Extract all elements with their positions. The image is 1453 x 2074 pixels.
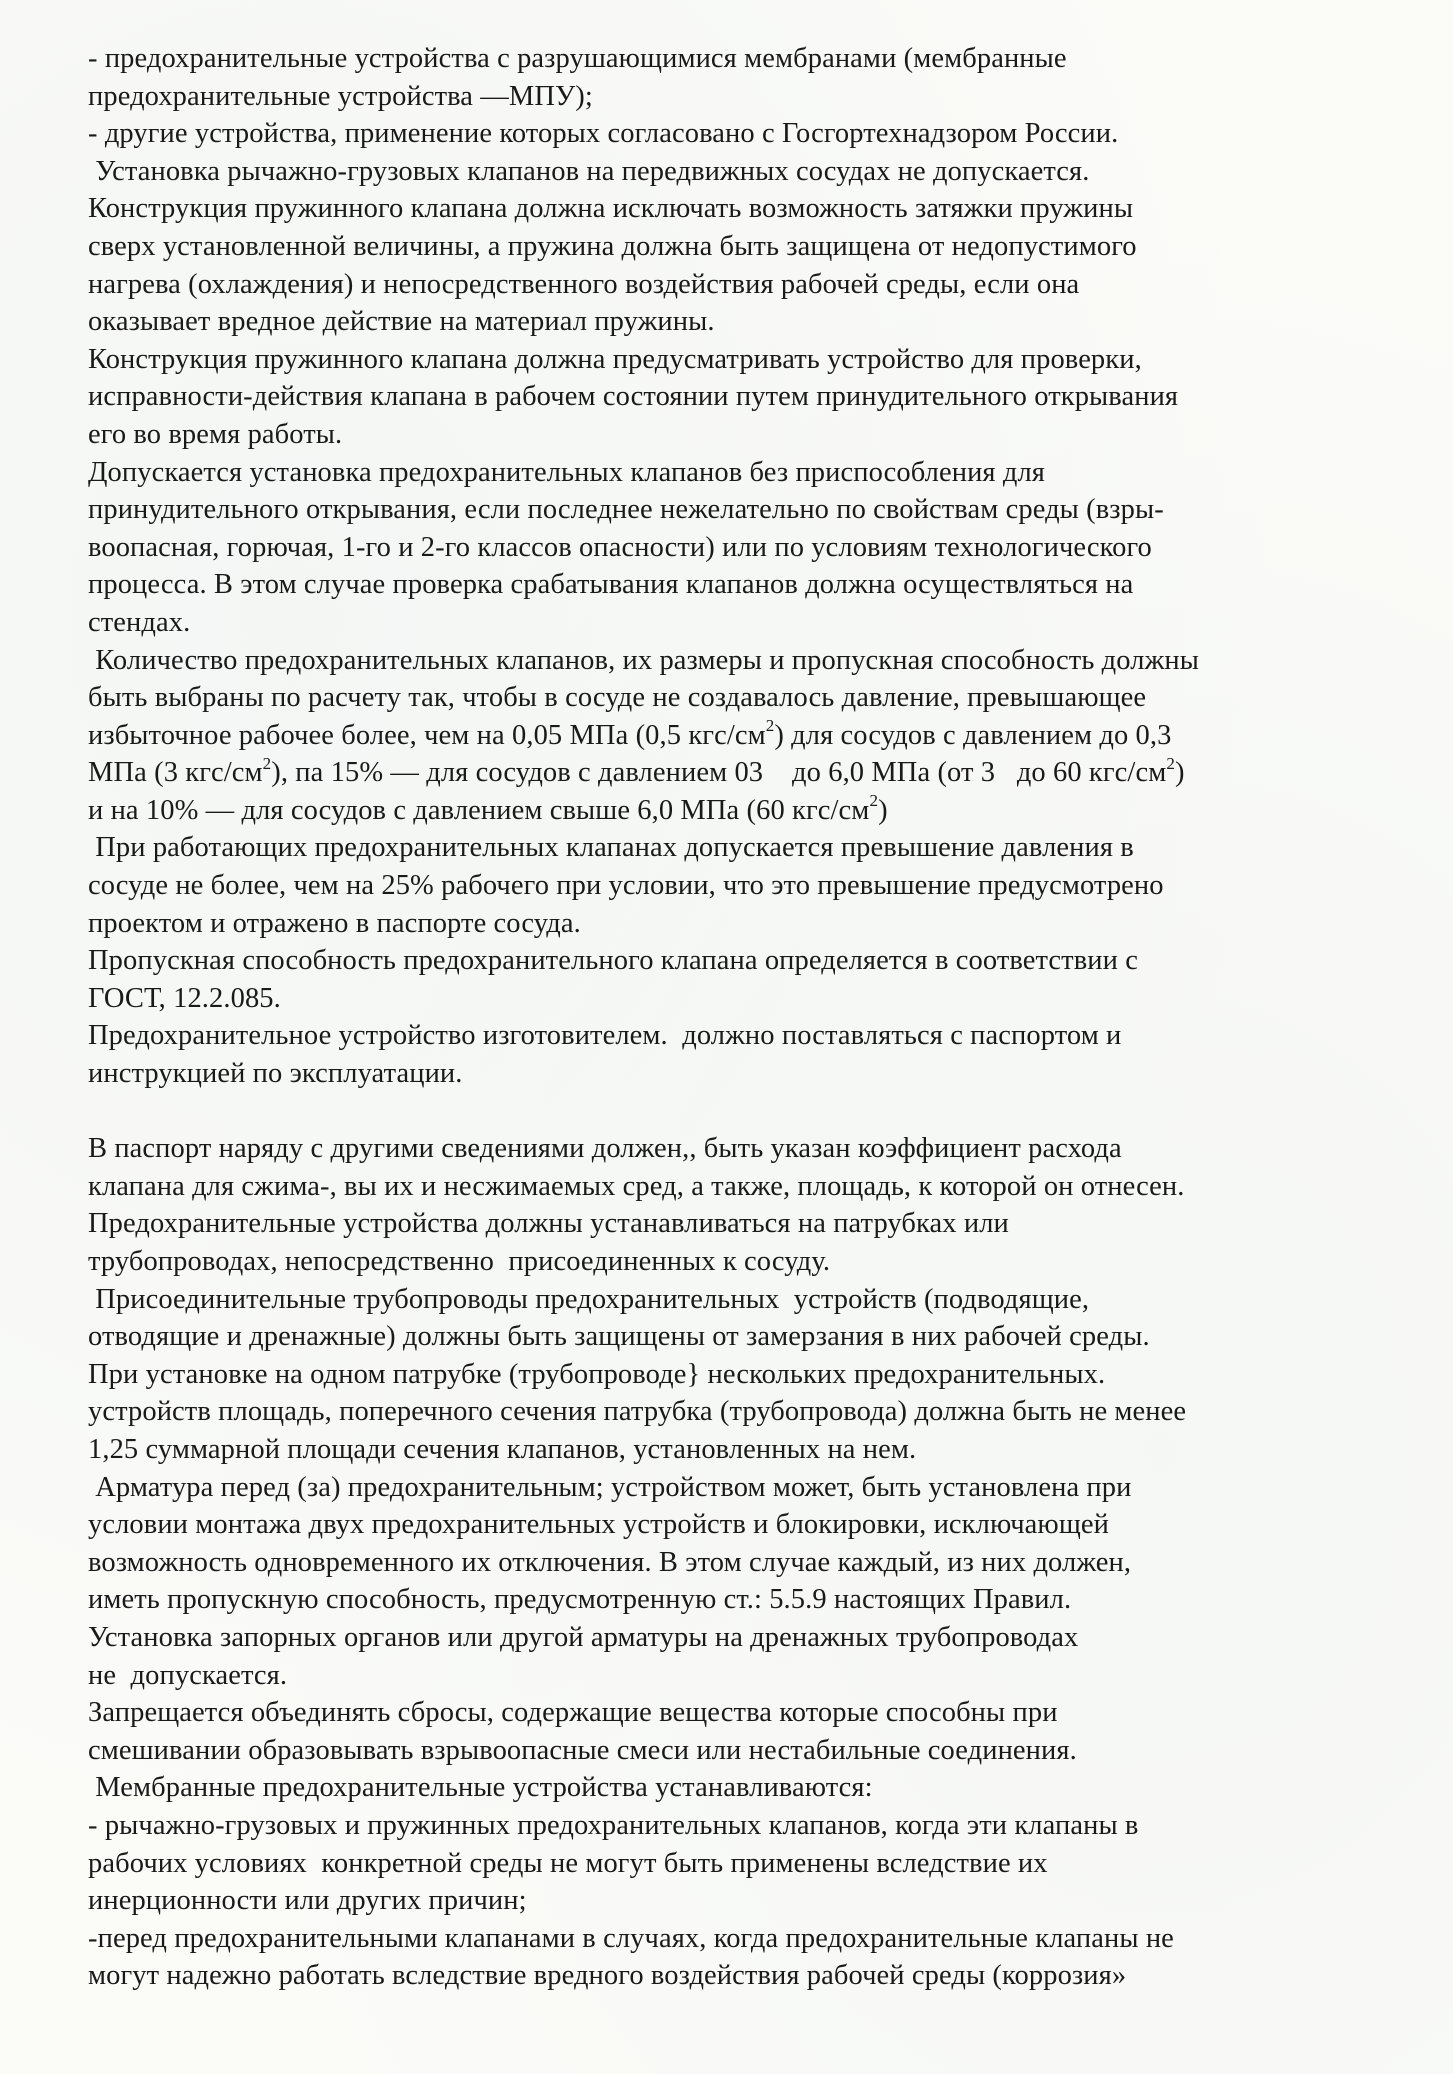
text-line bbox=[88, 642, 1408, 680]
text-line bbox=[88, 1657, 1408, 1695]
text-segment: сосуде не более, чем на 25% рабочего при условии, что это превышение предусмотрено bbox=[88, 870, 1164, 902]
text-line bbox=[88, 867, 1408, 905]
text-line bbox=[88, 829, 1408, 867]
text-segment: Количество предохранительных клапанов, их размеры и пропускная способность должны bbox=[88, 644, 1199, 676]
text-line bbox=[88, 378, 1408, 416]
text-segment: инструкцией по эксплуатации. bbox=[88, 1058, 463, 1090]
text-segment: - другие устройства, применение которых согласовано с Госгортехнадзором России. bbox=[88, 118, 1119, 150]
text-segment: ) для сосудов с давлением до 0,3 bbox=[774, 719, 1172, 751]
text-line bbox=[88, 1732, 1408, 1770]
text-line bbox=[88, 1205, 1408, 1243]
text-line bbox=[88, 1243, 1408, 1281]
text-segment: иметь пропускную способность, предусмотренную ст.: 5.5.9 настоящих Правил. bbox=[88, 1584, 1072, 1616]
text-segment: его во время работы. bbox=[88, 418, 343, 450]
text-line bbox=[88, 40, 1408, 78]
text-segment: При установке на одном патрубке (трубопроводе} нескольких предохранительных. bbox=[88, 1358, 1106, 1390]
text-line bbox=[88, 1506, 1408, 1544]
superscript: 2 bbox=[765, 716, 775, 736]
text-segment: Установка запорных органов или другой арматуры на дренажных трубопроводах bbox=[88, 1621, 1079, 1653]
text-line bbox=[88, 341, 1408, 379]
text-line bbox=[88, 566, 1408, 604]
text-segment: Присоединительные трубопроводы предохранительных устройств (подводящие, bbox=[88, 1283, 1090, 1315]
text-line bbox=[88, 754, 1408, 792]
text-segment: принудительного открывания, если последнее нежелательно по свойствам среды (взры- bbox=[88, 494, 1164, 526]
text-line bbox=[88, 1882, 1408, 1920]
text-segment: -перед предохранительными клапанами в случаях, когда предохранительные клапаны не bbox=[88, 1922, 1174, 1954]
text-line bbox=[88, 679, 1408, 717]
text-segment: Арматура перед (за) предохранительным; устройством может, быть установлена при bbox=[88, 1471, 1132, 1503]
text-segment: ГОСТ, 12.2.085. bbox=[88, 982, 281, 1014]
text-line bbox=[88, 1807, 1408, 1845]
text-segment: В паспорт наряду с другими сведениями должен,, быть указан коэффициент расхода bbox=[88, 1133, 1122, 1165]
text-line bbox=[88, 1769, 1408, 1807]
superscript: 2 bbox=[869, 791, 879, 811]
text-segment: устройств площадь, поперечного сечения патрубка (трубопровода) должна быть не менее bbox=[88, 1396, 1187, 1428]
text-line bbox=[88, 717, 1408, 755]
text-line bbox=[88, 228, 1408, 266]
text-line bbox=[88, 115, 1408, 153]
text-line bbox=[88, 1281, 1408, 1319]
text-segment: не допускается. bbox=[88, 1659, 288, 1691]
text-segment: При работающих предохранительных клапанах допускается превышение давления в bbox=[88, 832, 1134, 864]
text-segment: и на 10% — для сосудов с давлением свыше 6,0 МПа (60 кгс/см bbox=[88, 794, 870, 826]
text-line bbox=[88, 1356, 1408, 1394]
text-segment: ), па 15% — для сосудов с давлением 03 до 6,0 МПа (от 3 до 60 кгс/см bbox=[271, 757, 1167, 789]
document-body bbox=[88, 40, 1408, 1995]
text-segment: инерционности или других причин; bbox=[88, 1885, 527, 1917]
text-segment: процесса. В этом случае проверка срабатывания клапанов должна осуществляться на bbox=[88, 569, 1134, 601]
text-line bbox=[88, 153, 1408, 191]
text-line bbox=[88, 190, 1408, 228]
text-segment: возможность одновременного их отключения. В этом случае каждый, из них должен, bbox=[88, 1546, 1132, 1578]
text-line bbox=[88, 1694, 1408, 1732]
text-segment: - рычажно-грузовых и пружинных предохранительных клапанов, когда эти клапаны в bbox=[88, 1809, 1139, 1841]
text-segment: клапана для сжима-, вы их и несжимаемых сред, а также, площадь, к которой он отнесен. bbox=[88, 1170, 1185, 1202]
text-segment: условии монтажа двух предохранительных устройств и блокировки, исключающей bbox=[88, 1509, 1109, 1541]
text-segment: стендах. bbox=[88, 606, 191, 638]
text-segment: ) bbox=[878, 794, 888, 826]
text-segment: Пропускная способность предохранительного клапана определяется в соответствии с bbox=[88, 945, 1138, 977]
text-line bbox=[88, 303, 1408, 341]
text-segment: предохранительные устройства —МПУ); bbox=[88, 80, 593, 112]
text-line bbox=[88, 1920, 1408, 1958]
text-line bbox=[88, 491, 1408, 529]
text-segment: оказывает вредное действие на материал пружины. bbox=[88, 306, 715, 338]
text-segment: Установка рычажно-грузовых клапанов на передвижных сосудах не допускается. bbox=[88, 155, 1090, 187]
text-line bbox=[88, 905, 1408, 943]
text-segment: Допускается установка предохранительных клапанов без приспособления для bbox=[88, 456, 1045, 488]
text-line bbox=[88, 1017, 1408, 1055]
text-line bbox=[88, 604, 1408, 642]
text-segment: нагрева (охлаждения) и непосредственного воздействия рабочей среды, если она bbox=[88, 268, 1080, 300]
text-line bbox=[88, 266, 1408, 304]
text-segment: проектом и отражено в паспорте сосуда. bbox=[88, 907, 581, 939]
text-line bbox=[88, 1581, 1408, 1619]
text-segment: воопасная, горючая, 1-го и 2-го классов опасности) или по условиям технологического bbox=[88, 531, 1152, 563]
text-line bbox=[88, 792, 1408, 830]
text-segment: МПа (3 кгс/см bbox=[88, 757, 263, 789]
text-segment: сверх установленной величины, а пружина должна быть защищена от недопустимого bbox=[88, 230, 1137, 262]
text-line bbox=[88, 1544, 1408, 1582]
text-line bbox=[88, 1469, 1408, 1507]
text-segment: исправности-действия клапана в рабочем состоянии путем принудительного открывания bbox=[88, 381, 1179, 413]
text-segment: избыточное рабочее более, чем на 0,05 МПа (0,5 кгс/см bbox=[88, 719, 766, 751]
text-line bbox=[88, 1619, 1408, 1657]
superscript: 2 bbox=[1166, 753, 1175, 773]
text-segment: 1,25 суммарной площади сечения клапанов, установленных на нем. bbox=[88, 1433, 917, 1465]
text-line bbox=[88, 454, 1408, 492]
text-segment: - предохранительные устройства с разрушающимися мембранами (мембранные bbox=[88, 43, 1067, 74]
text-line bbox=[88, 1130, 1408, 1168]
text-segment: трубопроводах, непосредственно присоединенных к сосуду. bbox=[88, 1246, 831, 1277]
text-segment: Конструкция пружинного клапана должна предусматривать устройство для проверки, bbox=[88, 343, 1142, 375]
text-segment: Предохранительные устройства должны устанавливаться на патрубках или bbox=[88, 1208, 1009, 1240]
text-line bbox=[88, 1957, 1408, 1995]
text-segment: рабочих условиях конкретной среды не могут быть применены вследствие их bbox=[88, 1847, 1048, 1879]
text-line bbox=[88, 942, 1408, 980]
text-line bbox=[88, 416, 1408, 454]
text-segment: смешивании образовывать взрывоопасные смеси или нестабильные соединения. bbox=[88, 1734, 1077, 1766]
text-segment: быть выбраны по расчету так, чтобы в сосуде не создавалось давление, превышающее bbox=[88, 682, 1147, 714]
text-line bbox=[88, 1845, 1408, 1883]
text-line bbox=[88, 1393, 1408, 1431]
text-segment: отводящие и дренажные) должны быть защищены от замерзания в них рабочей среды. bbox=[88, 1321, 1150, 1353]
text-line bbox=[88, 1431, 1408, 1469]
text-segment: ) bbox=[1174, 757, 1185, 789]
text-line bbox=[88, 529, 1408, 567]
text-line bbox=[88, 1055, 1408, 1093]
text-segment: Мембранные предохранительные устройства устанавливаются: bbox=[88, 1772, 873, 1804]
text-line bbox=[88, 1168, 1408, 1206]
text-segment: Запрещается объединять сбросы, содержащие вещества которые способны при bbox=[88, 1697, 1058, 1729]
blank-line bbox=[88, 1093, 1408, 1131]
text-line bbox=[88, 1318, 1408, 1356]
text-segment: Конструкция пружинного клапана должна исключать возможность затяжки пружины bbox=[88, 193, 1134, 225]
text-segment: Предохранительное устройство изготовителем. должно поставляться с паспортом и bbox=[88, 1020, 1122, 1052]
text-segment: могут надежно работать вследствие вредного воздействия рабочей среды (коррозия» bbox=[88, 1960, 1127, 1992]
text-line bbox=[88, 980, 1408, 1018]
text-line bbox=[88, 78, 1408, 116]
superscript: 2 bbox=[262, 753, 272, 773]
